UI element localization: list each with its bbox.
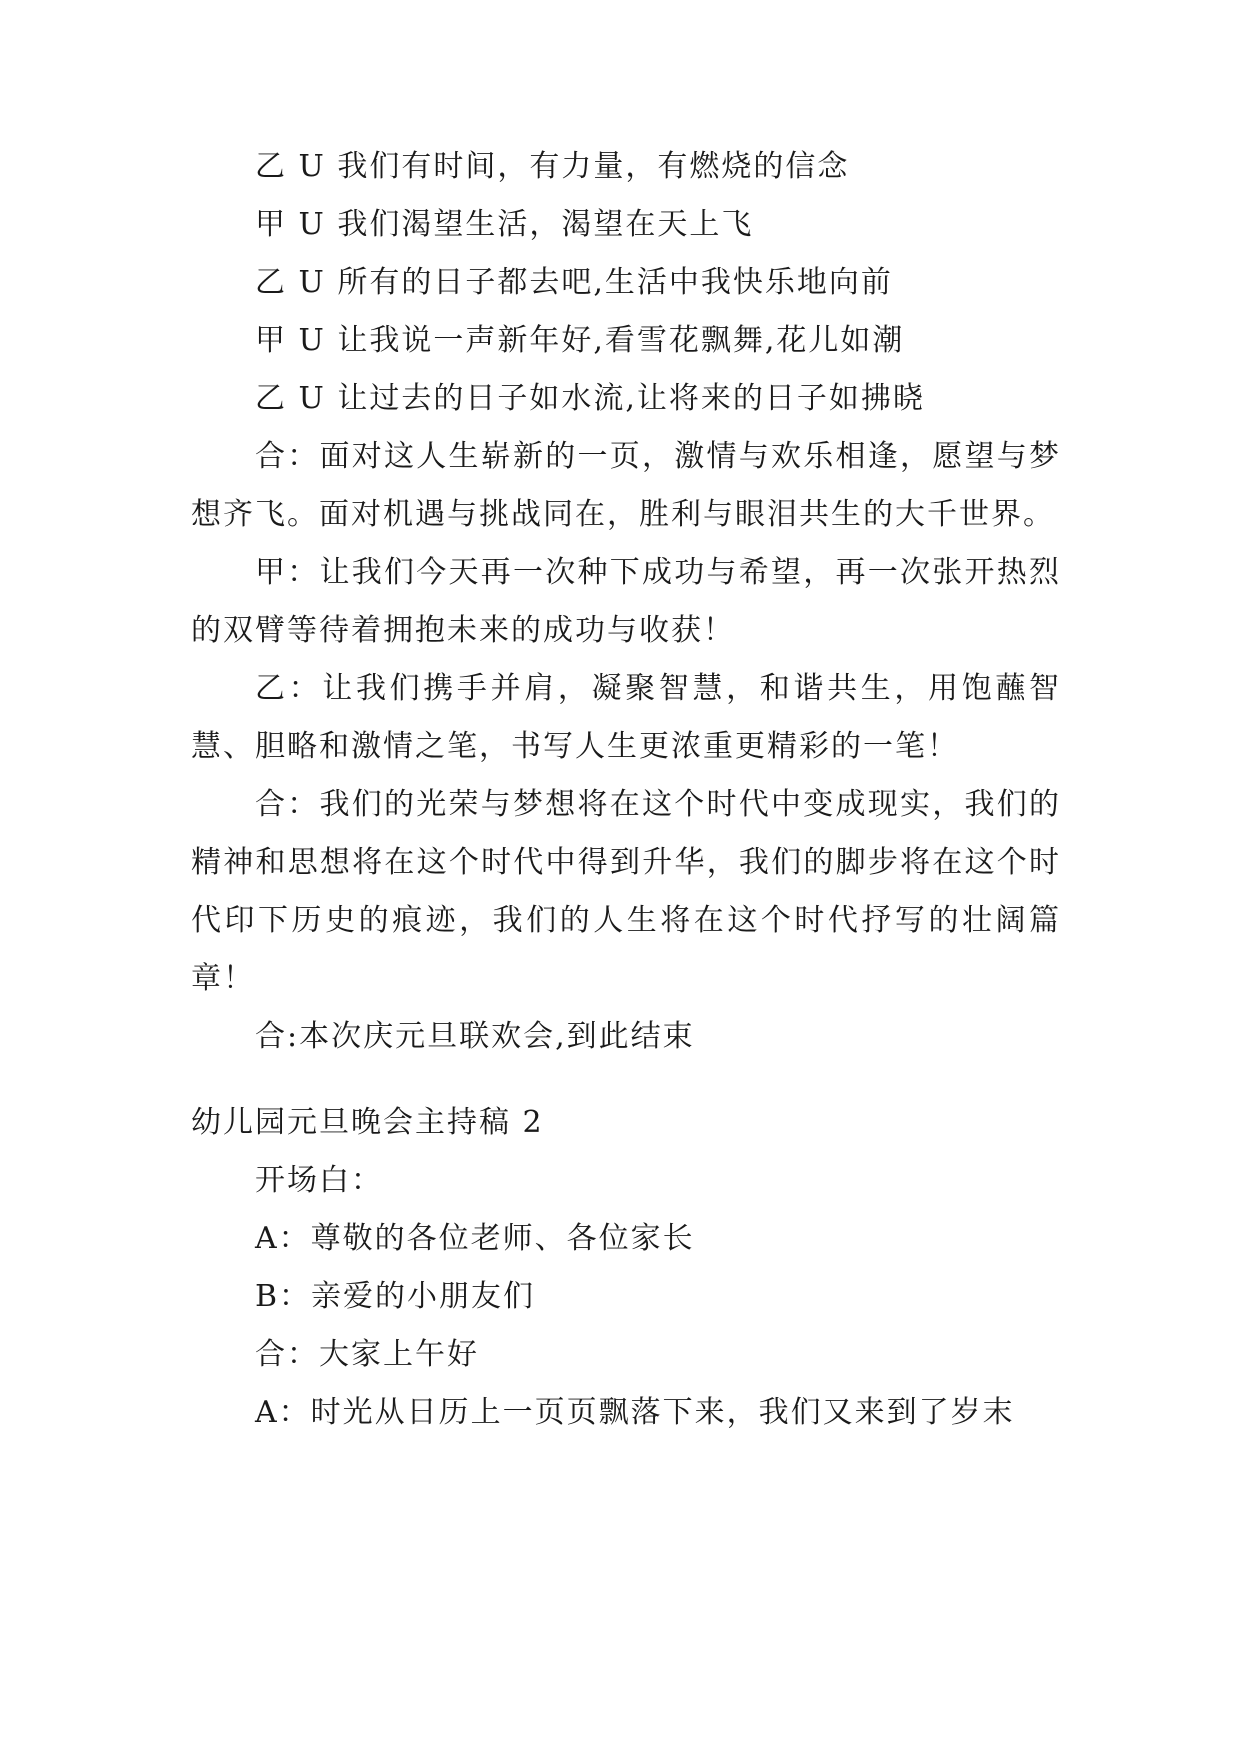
script-section-2 [191,1094,1061,1442]
dialogue-line: 开场白： [255,1163,383,1198]
dialogue-paragraph: 乙：让我们携手并肩，凝聚智慧，和谐共生，用饱蘸智慧、胆略和激情之笔，书写人生更浓重更精彩的一笔！ [191,671,1061,764]
dialogue-line: 甲 U 我们渴望生活，渴望在天上飞 [255,207,754,242]
dialogue-line: 乙 U 让过去的日子如水流,让将来的日子如拂晓 [255,381,925,416]
dialogue-line: B：亲爱的小朋友们 [255,1279,536,1314]
section-title: 幼儿园元旦晚会主持稿 2 [191,1105,544,1140]
dialogue-line: 乙 U 我们有时间，有力量，有燃烧的信念 [255,149,850,184]
dialogue-line: 甲 U 让我说一声新年好,看雪花飘舞,花儿如潮 [255,323,905,358]
dialogue-line: 合：大家上午好 [255,1337,479,1372]
script-section-1 [191,138,1061,1066]
dialogue-paragraph: 甲：让我们今天再一次种下成功与希望，再一次张开热烈的双臂等待着拥抱未来的成功与收获！ [191,555,1061,648]
dialogue-line: A：尊敬的各位老师、各位家长 [255,1221,695,1256]
dialogue-line: 合:本次庆元旦联欢会,到此结束 [255,1019,695,1054]
dialogue-paragraph: 合：面对这人生崭新的一页，激情与欢乐相逢，愿望与梦想齐飞。面对机遇与挑战同在，胜利与眼泪共生的大千世界。 [191,439,1061,532]
dialogue-line: A：时光从日历上一页页飘落下来，我们又来到了岁末 [255,1395,1015,1430]
dialogue-paragraph: 合：我们的光荣与梦想将在这个时代中变成现实，我们的精神和思想将在这个时代中得到升华，我们的脚步将在这个时代印下历史的痕迹，我们的人生将在这个时代抒写的壮阔篇章！ [191,787,1061,996]
dialogue-line: 乙 U 所有的日子都去吧,生活中我快乐地向前 [255,265,893,300]
